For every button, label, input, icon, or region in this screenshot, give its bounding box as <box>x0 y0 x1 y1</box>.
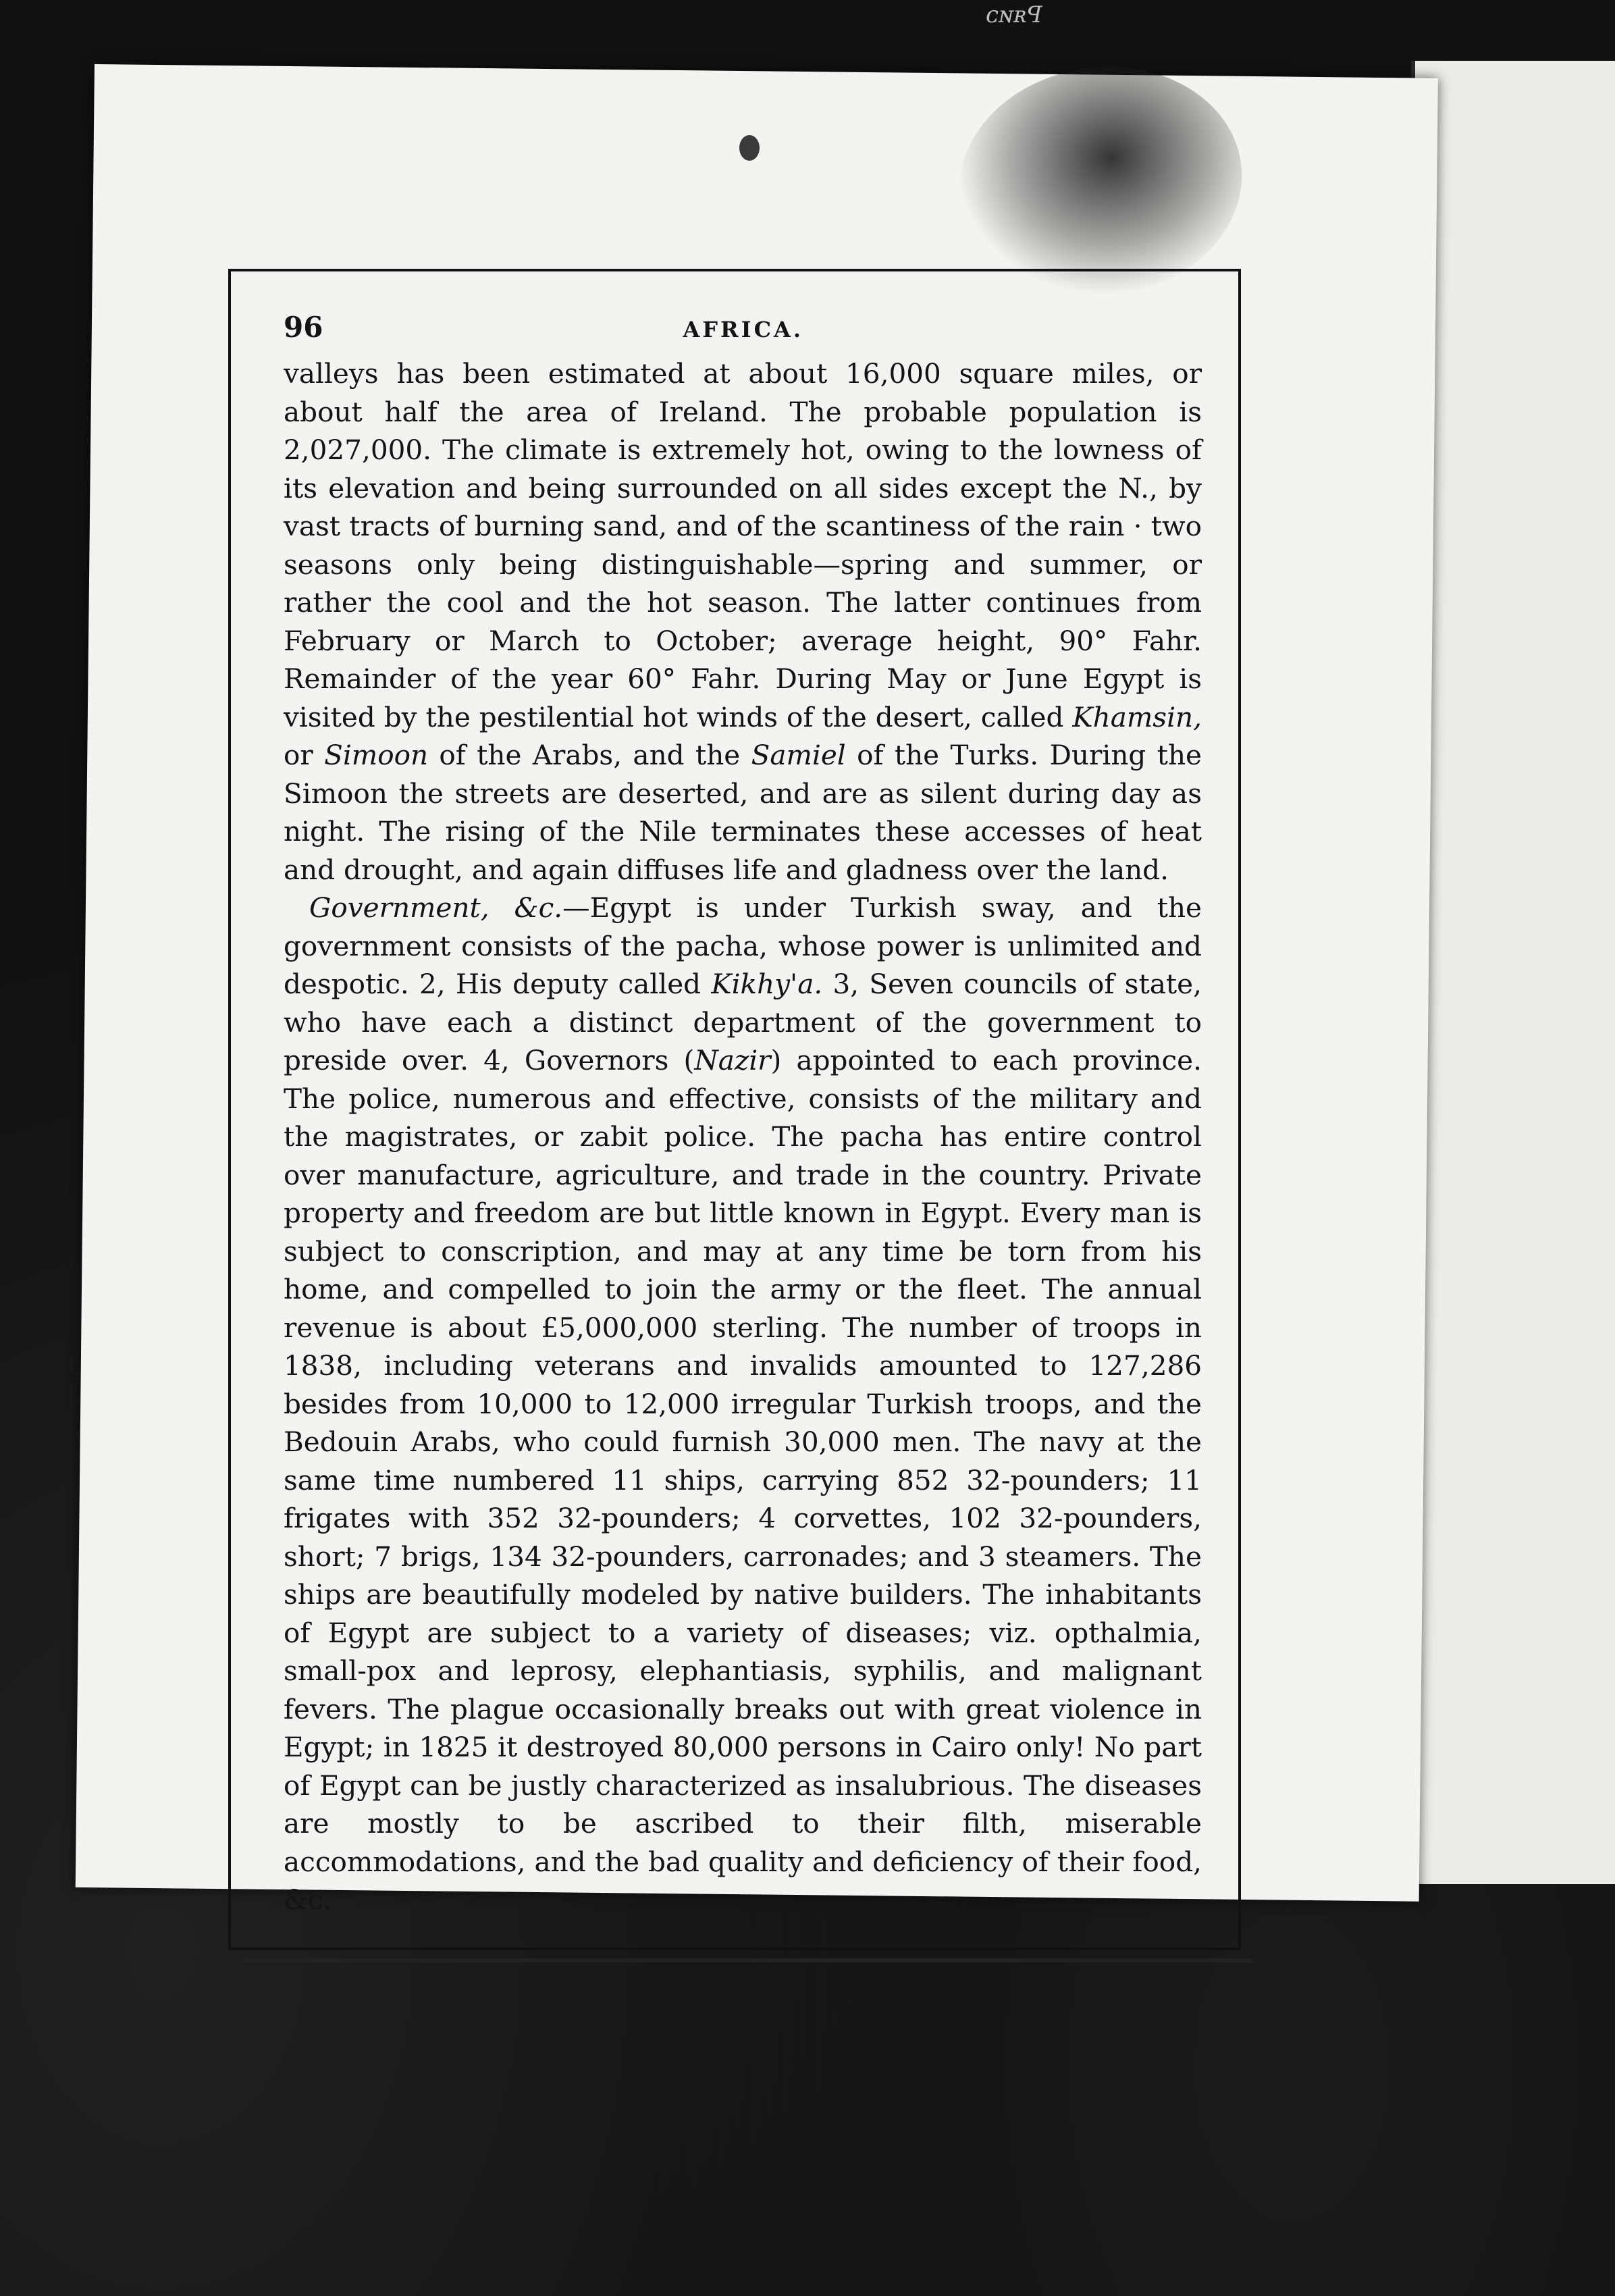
running-title: AFRICA. <box>683 317 803 342</box>
text-segment: of the Turks. During the Simoon the streets are deserted, and are as silent during day as night. The rising of the Nile terminates these accesses of heat and drought, and again diffuses life and gladness over the land. <box>284 739 1202 886</box>
ink-dot <box>739 135 760 161</box>
scan-top-mark: ᴄɴʀꟼ <box>986 1 1042 28</box>
text-segment-italic: Samiel <box>751 739 846 771</box>
page-header <box>284 311 1202 344</box>
text-segment: —Egypt is under Turkish sway, and the government consists of the pacha, whose power is unlimited and despotic. 2, His deputy called <box>284 891 1202 1000</box>
section-heading-italic: Government, &c. <box>309 891 563 924</box>
text-segment: or <box>284 739 325 771</box>
text-segment-italic: Nazir <box>694 1044 771 1076</box>
adjacent-page-edge <box>1411 61 1615 1884</box>
text-segment-italic: Simoon <box>324 739 429 771</box>
paragraph-government <box>284 889 1202 1919</box>
page-content <box>284 311 1202 1919</box>
text-segment-italic: Khamsin, <box>1072 700 1202 733</box>
body-text <box>284 355 1202 1919</box>
paragraph-climate <box>284 355 1202 889</box>
text-segment: of the Arabs, and the <box>428 739 751 771</box>
text-segment: valleys has been estimated at about 16,000 square miles, or about half the area of Ireland. The probable population is 2,027,000. The climate is extremely hot, owing to the lowness of its elevation and being surrounded on all sides except the N., by vast tracts of burning sand, and of the scantiness of the rain · two seasons only being distinguishable—spring and summer, or rather the cool and the hot season. The latter continues from February or March to October; average height, 90° Fahr. Remainder of the year 60° Fahr. During May or June Egypt is visited by the pestilential hot winds of the desert, called <box>284 357 1202 733</box>
text-segment: 3, Seven councils of state, who have each a distinct department of the government to preside over. 4, Governors ( <box>284 968 1202 1076</box>
text-segment: ) appointed to each province. The police, numerous and effective, consists of the military and the magistrates, or zabit police. The pacha has entire control over manufacture, agriculture, and trade in the country. Private property and freedom are but little known in Egypt. Every man is subject to conscription, and may at any time be torn from his home, and compelled to join the army or the fleet. The annual revenue is about £5,000,000 sterling. The number of troops in 1838, including veterans and invalids amounted to 127,286 besides from 10,000 to 12,000 irregular Turkish troops, and the Bedouin Arabs, who could furnish 30,000 men. The navy at the same time numbered 11 ships, carrying 852 32-pounders; 11 frigates with 352 32-pounders; 4 corvettes, 102 32-pounders, short; 7 brigs, 134 32-pounders, carronades; and 3 steamers. The ships are beautifully modeled by native builders. The inhabitants of Egypt are subject to a variety of diseases; viz. opthalmia, small-pox and leprosy, elephantiasis, syphilis, and malignant fevers. The plague occasionally breaks out with great violence in Egypt; in 1825 it destroyed 80,000 persons in Cairo only! No part of Egypt can be justly characterized as insalubrious. The diseases are mostly to be ascribed to their filth, miserable accommodations, and the bad quality and deficiency of their food, &c. <box>284 1044 1202 1916</box>
text-segment-italic: Kikhy'a. <box>711 968 823 1000</box>
bottom-rule <box>243 1958 1252 1962</box>
page-number: 96 <box>284 311 323 344</box>
